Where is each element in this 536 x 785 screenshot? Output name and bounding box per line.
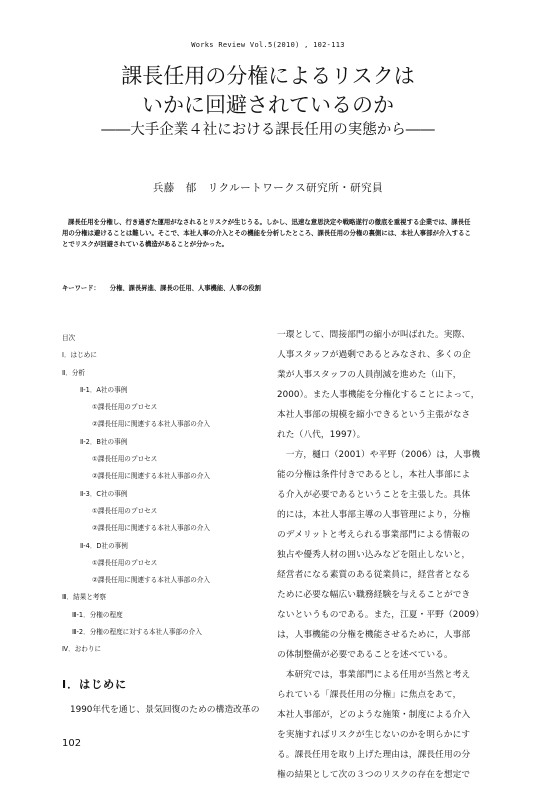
toc-item: ②課長任用に関連する本社人事部の介入 — [92, 576, 211, 585]
body-text-line: 本研究では，事業部門による任用が当然と考え — [277, 670, 471, 680]
keywords-text: 分権、課長昇進、課長の任用、人事機能、人事の役割 — [109, 285, 261, 292]
body-text-line: る。課長任用を取り上げた理由は，課長任用の分 — [277, 750, 471, 760]
body-text-line: ないというものである。また，江夏・平野（2009） — [277, 610, 485, 620]
body-text-line: 2000）。また人事機能を分権化することによって， — [277, 390, 480, 400]
toc-item: ①課長任用のプロセス — [92, 455, 158, 464]
section-heading-intro: Ⅰ．はじめに — [62, 678, 128, 691]
toc-item: Ⅲ-2．分権の程度に対する本社人事部の介入 — [72, 628, 202, 637]
right-column-body — [277, 325, 487, 785]
body-text-line: 1990年代を通じ、景気回復のための構造改革の — [70, 705, 260, 715]
toc-item: Ⅱ-1．A社の事例 — [80, 385, 128, 394]
toc-item: ②課長任用に関連する本社人事部の介入 — [92, 420, 211, 429]
body-text-line: の体制整備が必要であることを述べている。 — [277, 650, 453, 660]
body-text-line: 権の結果として次の３つのリスクの存在を想定で — [277, 770, 471, 780]
body-text-line: 本社人事部が，どのような施策・制度による介入 — [277, 710, 471, 720]
table-of-contents — [62, 330, 262, 659]
toc-item: Ⅳ．おわりに — [62, 645, 102, 654]
toc-item: Ⅱ．分析 — [62, 368, 86, 377]
body-text-line: 業が人事スタッフの人員削減を進めた（山下， — [277, 370, 462, 380]
body-text-line: を実施すればリスクが生じないのかを明らかにす — [277, 730, 471, 740]
body-text-line: られている「課長任用の分権」に焦点をあて， — [277, 690, 462, 700]
page-number: 102 — [62, 738, 82, 749]
toc-item: ②課長任用に関連する本社人事部の介入 — [92, 524, 211, 533]
toc-item: ①課長任用のプロセス — [92, 506, 158, 515]
body-text-line: 経営者になる素質のある従業員に，経営者となる — [277, 570, 471, 580]
toc-item: ①課長任用のプロセス — [92, 403, 158, 412]
body-text-line: れた（八代，1997）。 — [277, 430, 366, 440]
toc-item: Ⅲ-1．分権の程度 — [72, 610, 123, 619]
body-text-line: 独占や優秀人材の囲い込みなどを阻止しないと， — [277, 550, 471, 560]
body-text-line: 一方，樋口（2001）や平野（2006）は，人事機 — [277, 450, 481, 460]
toc-item: Ⅲ．結果と考察 — [62, 593, 107, 602]
body-text-line: のデメリットと考えられる事業部門による情報の — [277, 530, 470, 540]
author-line: 兵藤 郁 リクルートワークス研究所・研究員 — [152, 182, 384, 194]
body-text-line: は，人事機能の分権を機能させるために，人事部 — [277, 630, 471, 640]
body-text-line: ために必要な幅広い職務経験を与えることができ — [277, 590, 471, 600]
paper-title — [0, 62, 536, 120]
title-line-2: いかに回避されているのか — [142, 93, 394, 117]
journal-header: Works Review Vol.5(2010) , 102-113 — [191, 41, 345, 49]
body-text-line: る介入が必要であるということを主張した。具体 — [277, 490, 471, 500]
toc-item: Ⅰ．はじめに — [62, 351, 97, 360]
body-text-line: 本社人事部の規模を縮小できるという主張がなさ — [277, 410, 471, 420]
toc-item: ②課長任用に関連する本社人事部の介入 — [92, 472, 211, 481]
title-line-1: 課長任用の分権によるリスクは — [121, 64, 415, 88]
abstract: 課長任用を分権し、行き過ぎた運用がなされるとリスクが生じうる。しかし、迅速な意思決定や戦略遂行の徹底を重視する企業では、課長任用の分権は避けることは難しい。そこで、本社人事の介入とその機能を分析したところ、課長任用の分権の裏側には、本社人事部が介入することでリスクが回避されている構造があることが分かった。 — [62, 218, 471, 248]
body-text-line: 一環として、間接部門の縮小が叫ばれた。実際、 — [277, 330, 471, 340]
toc-item: Ⅱ-2．B社の事例 — [80, 437, 128, 446]
keywords-label: キーワード： — [62, 285, 100, 292]
toc-item: Ⅱ-3．C社の事例 — [80, 489, 128, 498]
paper-subtitle: ――大手企業４社における課長任用の実態から―― — [101, 122, 435, 138]
body-text-line: 的には，本社人事部主導の人事管理により，分権 — [277, 510, 471, 520]
toc-item: ①課長任用のプロセス — [92, 558, 158, 567]
toc-item: Ⅱ-4．D社の事例 — [80, 541, 128, 550]
body-text-line: 人事スタッフが過剰であるとみなされ、多くの企 — [277, 350, 471, 360]
body-text-line: 能の分権は条件付きであるとし，本社人事部によ — [277, 470, 471, 480]
toc-item: 目次 — [62, 334, 76, 342]
keywords-line — [62, 283, 476, 292]
